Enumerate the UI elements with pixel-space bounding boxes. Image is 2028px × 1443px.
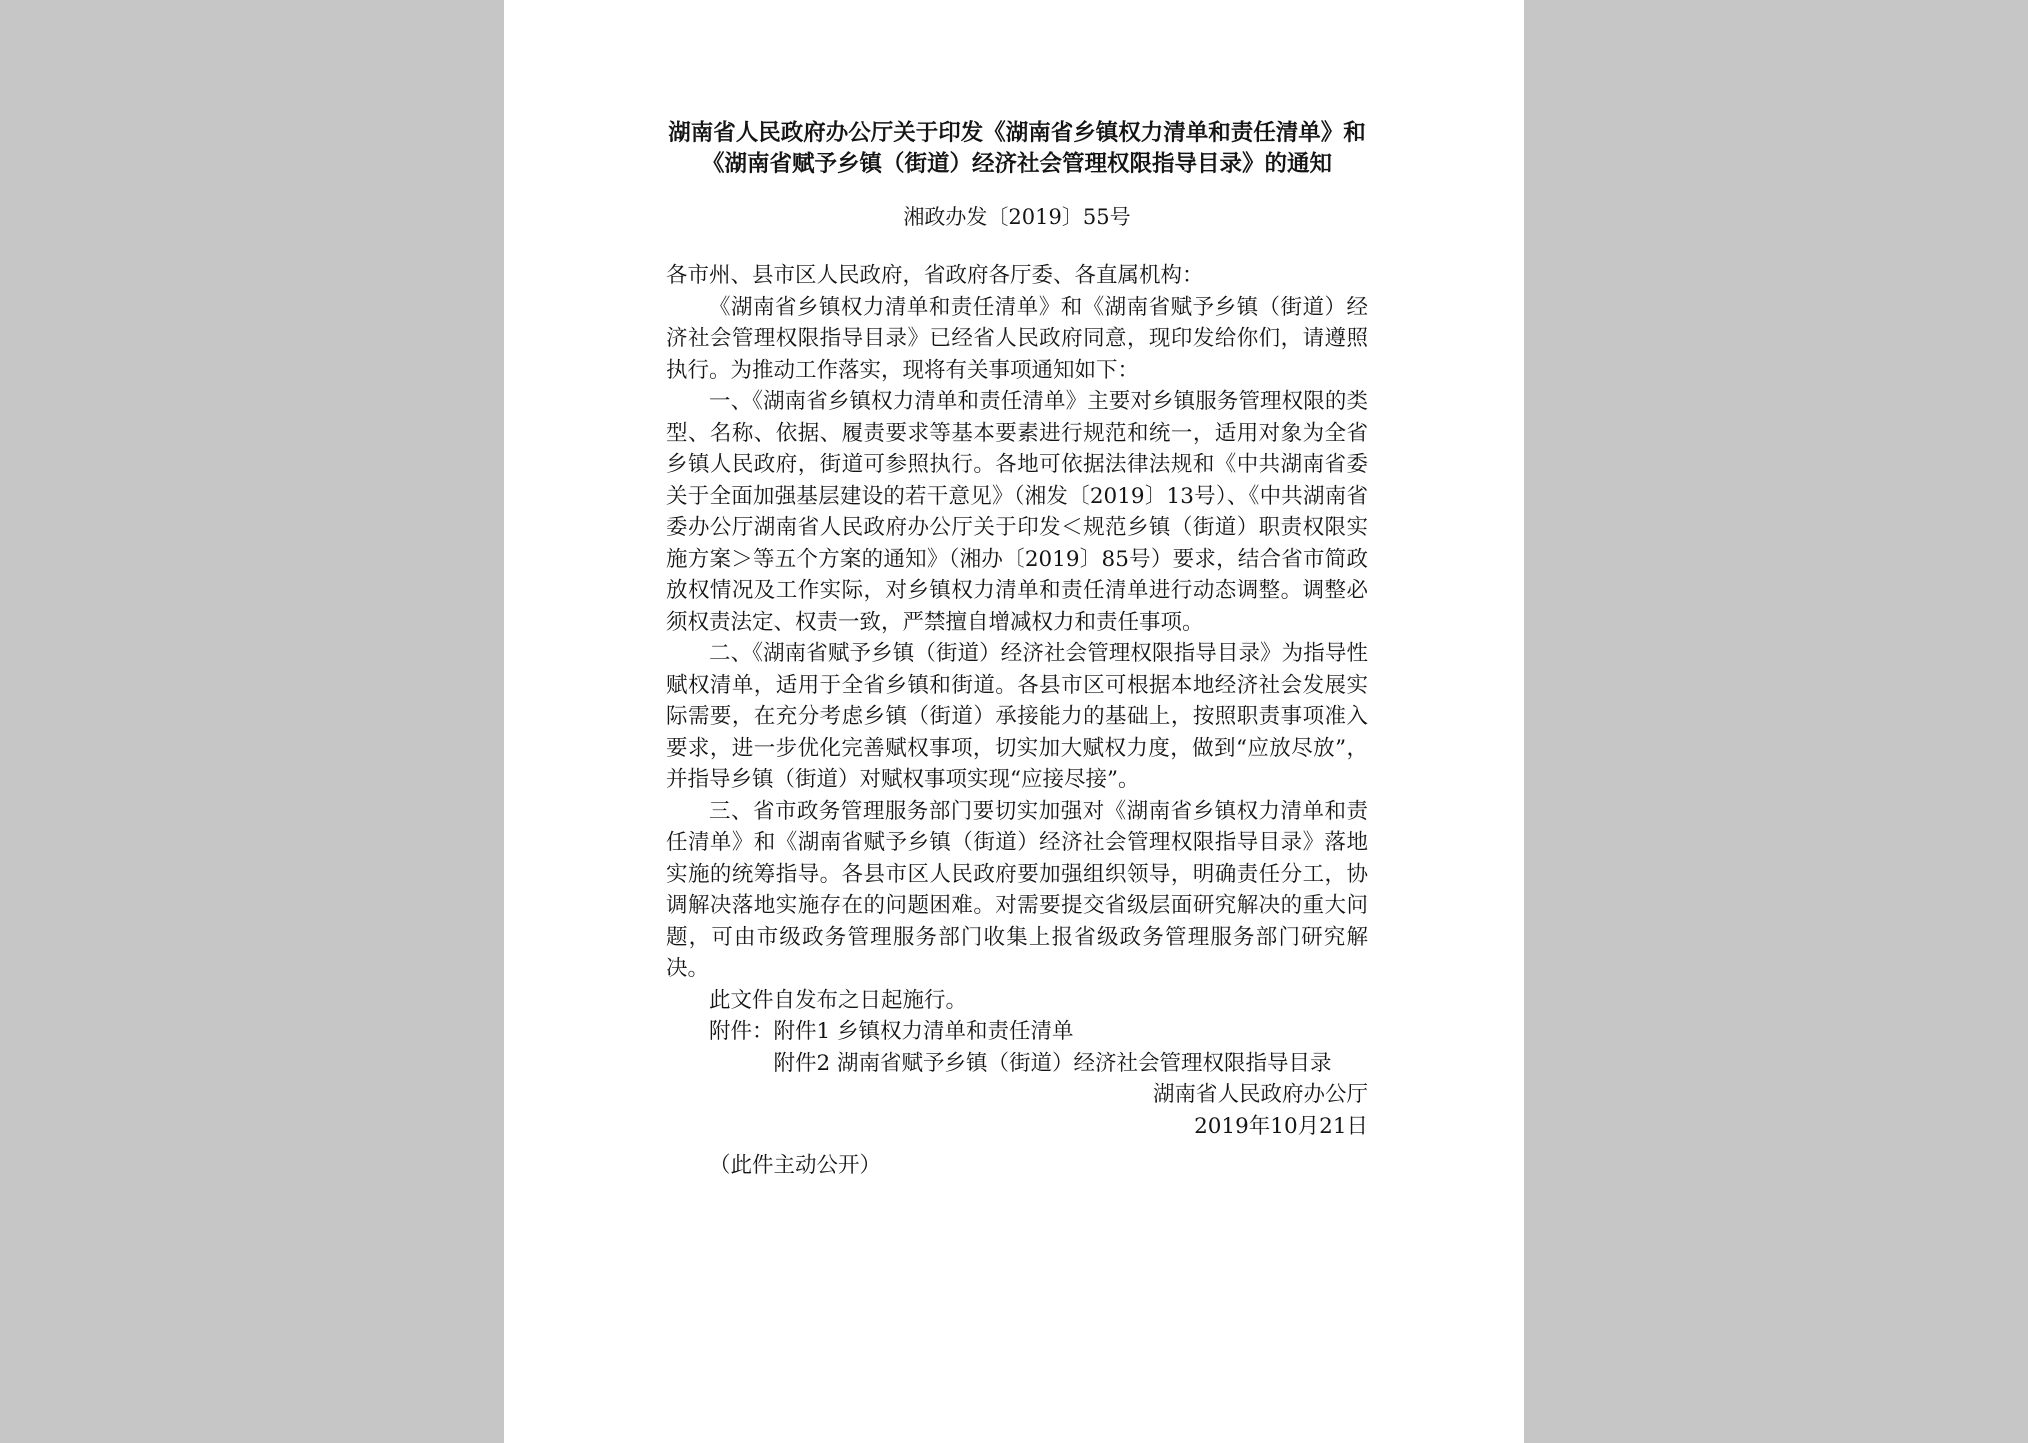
attachments-label: 附件：	[709, 1019, 774, 1044]
attachment-item-2: 附件2 湖南省赋予乡镇（街道）经济社会管理权限指导目录	[773, 1050, 1332, 1076]
document-title: 湖南省人民政府办公厅关于印发《湖南省乡镇权力清单和责任清单》和《湖南省赋予乡镇（街道）经济社会管理权限指导目录》的通知	[668, 120, 1366, 177]
document-content	[666, 118, 1368, 1182]
attachments-list	[774, 1016, 1369, 1079]
salutation: 各市州、县市区人民政府，省政府各厅委、各直属机构：	[666, 263, 1204, 288]
paragraph-intro: 《湖南省乡镇权力清单和责任清单》和《湖南省赋予乡镇（街道）经济社会管理权限指导目录》已经省人民政府同意，现印发给你们，请遵照执行。为推动工作落实，现将有关事项通知如下：	[666, 294, 1368, 383]
attachments-block	[666, 1016, 1368, 1079]
issuer-name: 湖南省人民政府办公厅	[1152, 1082, 1368, 1107]
paragraph-section-three: 三、省市政务管理服务部门要切实加强对《湖南省乡镇权力清单和责任清单》和《湖南省赋予乡镇（街道）经济社会管理权限指导目录》落地实施的统筹指导。各县市区人民政府要加强组织领导，明确责任分工，协调解决落地实施存在的问题困难。对需要提交省级层面研究解决的重大问题，可由市级政务管理服务部门收集上报省级政务管理服务部门研究解决。	[666, 798, 1368, 981]
paragraph-effective-date: 此文件自发布之日起施行。	[709, 987, 968, 1013]
paragraph-section-one: 一、《湖南省乡镇权力清单和责任清单》主要对乡镇服务管理权限的类型、名称、依据、履责要求等基本要素进行规范和统一，适用对象为全省乡镇人民政府，街道可参照执行。各地可依据法律法规和《中共湖南省委关于全面加强基层建设的若干意见》（湘发〔2019〕13号）、《中共湖南省委办公厅湖南省人民政府办公厅关于印发＜规范乡镇（街道）职责权限实施方案＞等五个方案的通知》（湘办〔2019〕85号）要求，结合省市简政放权情况及工作实际，对乡镇权力清单和责任清单进行动态调整。调整必须权责法定、权责一致，严禁擅自增减权力和责任事项。	[666, 389, 1368, 635]
attachment-item-1: 附件1 乡镇权力清单和责任清单	[773, 1019, 1074, 1044]
paragraph-section-two: 二、《湖南省赋予乡镇（街道）经济社会管理权限指导目录》为指导性赋权清单，适用于全省乡镇和街道。各县市区可根据本地经济社会发展实际需要，在充分考虑乡镇（街道）承接能力的基础上，按照职责事项准入要求，进一步优化完善赋权事项，切实加大赋权力度，做到“应放尽放”，并指导乡镇（街道）对赋权事项实现“应接尽接”。	[666, 641, 1368, 792]
issue-date: 2019年10月21日	[1194, 1113, 1368, 1139]
document-page	[504, 0, 1524, 1443]
document-number: 湘政办发〔2019〕55号	[903, 205, 1131, 229]
disclosure-note: （此件主动公开）	[709, 1153, 882, 1178]
